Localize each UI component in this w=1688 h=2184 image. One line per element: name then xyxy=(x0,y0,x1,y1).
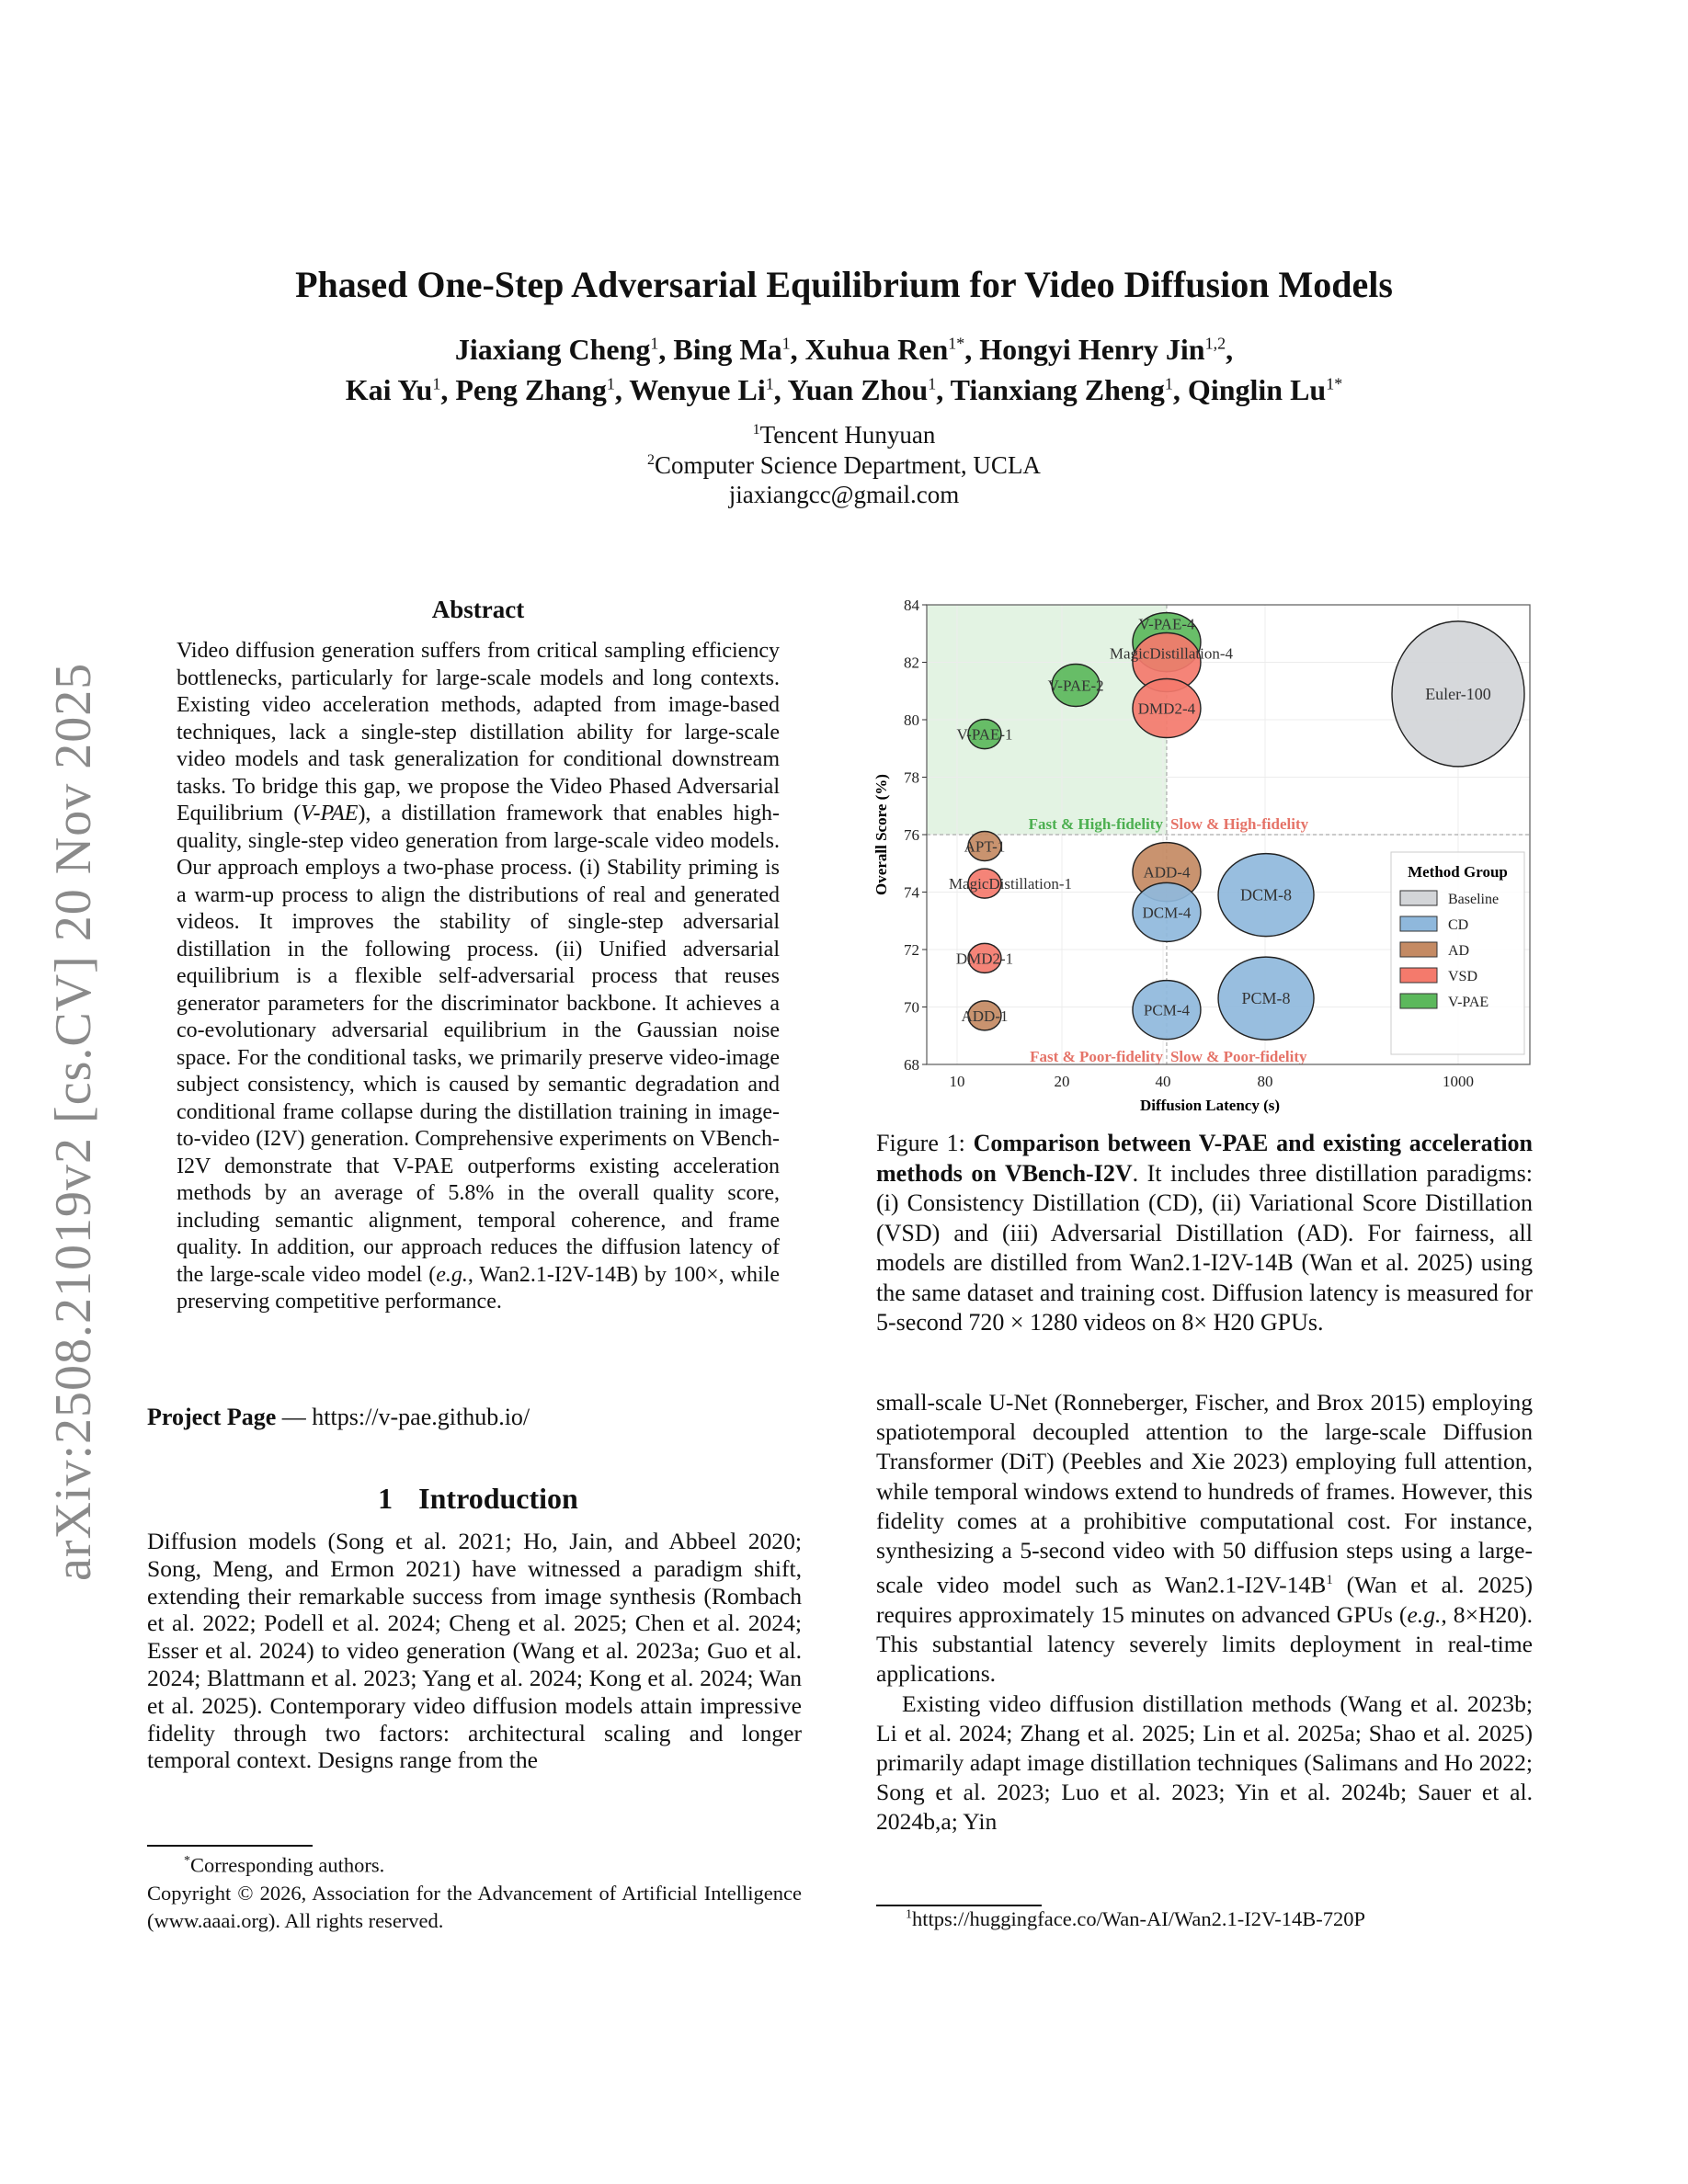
y-tick-label: 76 xyxy=(904,826,919,844)
author-name: Bing Ma xyxy=(673,333,782,366)
bubble-label: DCM-8 xyxy=(1240,885,1293,904)
author-separator: , xyxy=(658,333,674,366)
legend-swatch xyxy=(1400,994,1437,1008)
y-axis-label: Overall Score (%) xyxy=(873,774,890,895)
footnote-rule xyxy=(876,1905,1042,1906)
caption-bold: Comparison between V-PAE and existing acceleration methods on VBench-I2V xyxy=(876,1130,1534,1187)
legend-label: Baseline xyxy=(1448,892,1500,907)
author-affiliation-mark: 1* xyxy=(1326,374,1343,393)
affiliation-1 xyxy=(0,421,1688,449)
bubble-label: V-PAE-1 xyxy=(956,725,1013,744)
y-tick-label: 68 xyxy=(904,1056,919,1074)
legend-swatch xyxy=(1400,968,1437,983)
legend-entry-baseline xyxy=(1400,891,1499,907)
authors-line-2 xyxy=(0,373,1688,407)
quadrant-label-fast-poor: Fast & Poor-fidelity xyxy=(1030,1048,1163,1065)
caption-label: Figure 1: xyxy=(876,1130,974,1156)
abstract-body xyxy=(177,638,780,1316)
paragraph-text: small-scale U-Net (Ronneberger, Fischer, and Brox 2015) employing spatiotemporal decoupled attention to the large-scale Diffusion Transformer (DiT) (Peebles and Xie 2023) employing full attention, while temporal windows extend to hundreds of frames. However, this fidelity comes at a prohibitive computational cost. For instance, synthesizing a 5-second video with 50 diffusion steps using a large-scale video model such as Wan2.1-I2V-14B xyxy=(876,1389,1533,1598)
quadrant-label-slow-poor: Slow & Poor-fidelity xyxy=(1169,1048,1307,1065)
bubble-label: DMD2-1 xyxy=(955,950,1014,968)
legend-entry-cd xyxy=(1400,916,1468,933)
abstract-heading: Abstract xyxy=(431,596,525,623)
introduction-body xyxy=(147,1528,802,1774)
legend xyxy=(1391,852,1524,1054)
footnote-rule xyxy=(147,1845,313,1847)
section-heading-introduction xyxy=(147,1482,809,1516)
authors-line-1 xyxy=(0,333,1688,367)
author-name: Yuan Zhou xyxy=(787,373,929,406)
author-name: Wenyue Li xyxy=(629,373,766,406)
footnote-text: Corresponding authors. xyxy=(190,1853,385,1877)
author-affiliation-mark: 1 xyxy=(650,334,659,353)
abstract-text: Video diffusion generation suffers from critical sampling efficiency bottlenecks, particularly for large-scale models and long contexts. Existing video acceleration methods, adapted from image-based techniques, lack a single-step distillation ability for large-scale video models and task generalization for conditional downstream tasks. To bridge this gap, we propose the Video Phased Adversarial Equilibrium ( xyxy=(177,639,780,825)
y-tick-label: 74 xyxy=(904,883,919,902)
bubble-label: DCM-4 xyxy=(1142,904,1192,922)
x-axis-label: Diffusion Latency (s) xyxy=(1139,1097,1281,1114)
x-tick-label: 10 xyxy=(949,1073,965,1090)
x-tick-label: 80 xyxy=(1257,1073,1273,1090)
legend-label: V-PAE xyxy=(1448,995,1489,1010)
x-tick-label: 1000 xyxy=(1443,1073,1474,1090)
paragraph-text: , 8×H20). This substantial latency severely limits deployment in real-time applications. xyxy=(876,1600,1533,1688)
corresponding-footnote xyxy=(147,1848,802,1880)
author-name: Kai Yu xyxy=(345,373,433,406)
affiliation-text: Tencent Hunyuan xyxy=(759,421,936,449)
author-affiliation-mark: 1 xyxy=(606,374,615,393)
bubble-label: V-PAE-2 xyxy=(1047,677,1104,695)
abstract-italic: V-PAE xyxy=(301,802,359,825)
legend-label: VSD xyxy=(1448,969,1478,984)
author-affiliation-mark: 1,2 xyxy=(1204,334,1226,353)
author-affiliation-mark: 1 xyxy=(765,374,774,393)
y-tick-label: 72 xyxy=(904,941,919,959)
author-affiliation-mark: 1 xyxy=(781,334,791,353)
author-name: Qinglin Lu xyxy=(1187,373,1327,406)
figure-1-bubble-chart xyxy=(864,588,1545,1121)
project-page-dash: — xyxy=(276,1404,313,1430)
legend-swatch xyxy=(1400,942,1437,957)
copyright-notice: Copyright © 2026, Association for the Advancement of Artificial Intelligence (www.aaai.org). All rights reserved. xyxy=(147,1881,802,1932)
legend-swatch xyxy=(1400,891,1437,905)
author-separator: , xyxy=(790,333,805,366)
x-tick-label: 20 xyxy=(1054,1073,1070,1090)
author-separator: , xyxy=(1226,333,1234,366)
author-name: Tianxiang Zheng xyxy=(950,373,1165,406)
project-page xyxy=(147,1404,530,1431)
bubble-label: Euler-100 xyxy=(1425,684,1491,703)
author-name: Xuhua Ren xyxy=(804,333,949,366)
legend-label: AD xyxy=(1448,943,1470,959)
footnote-right xyxy=(906,1907,1365,1931)
right-column-body xyxy=(876,1388,1533,1837)
figure-1-caption xyxy=(876,1129,1533,1338)
bubble-label: ADD-4 xyxy=(1143,863,1191,882)
author-name: Peng Zhang xyxy=(455,373,607,406)
paragraph-text: (Wan et al. 2025) requires approximately 15 minutes on advanced GPUs ( xyxy=(876,1571,1533,1628)
caption-text: . It includes three distillation paradigms: (i) Consistency Distillation (CD), (ii) Variational Score Distillation (VSD) and (iii) Adversarial Distillation (AD). For fairness, all models are distilled from Wan2.1-I2V-14B (Wan et al. 2025) using the same dataset and training cost. Diffusion latency is measured for 5-second 720 × 1280 videos on 8× H20 GPUs. xyxy=(876,1159,1533,1336)
bubble-label: MagicDistillation-4 xyxy=(1109,644,1234,663)
footnote-mark: * xyxy=(184,1854,190,1868)
section-title: Introduction xyxy=(418,1482,578,1515)
author-name: Jiaxiang Cheng xyxy=(454,333,651,366)
bubble-label: V-PAE-4 xyxy=(1138,615,1195,633)
y-tick-label: 70 xyxy=(904,998,919,1017)
introduction-paragraph: Diffusion models (Song et al. 2021; Ho, Jain, and Abbeel 2020; Song, Meng, and Ermon 2021) have witnessed a paradigm shift, extending their remarkable success from image synthesis (Rombach et al. 2022; Podell et al. 2024; Cheng et al. 2025; Chen et al. 2024; Esser et al. 2024) to video generation (Wang et al. 2023a; Guo et al. 2024; Blattmann et al. 2023; Yang et al. 2024; Kong et al. 2024; Wan et al. 2025). Contemporary video diffusion models attain impressive fidelity through two factors: architectural scaling and longer temporal context. Designs range from the xyxy=(147,1528,802,1774)
arxiv-identifier: arXiv:2508.21019v2 [cs.CV] 20 Nov 2025 xyxy=(45,662,102,1581)
footnote-ref[interactable]: 1 xyxy=(1326,1573,1333,1588)
author-separator: , xyxy=(1172,373,1188,406)
bubble-label: MagicDistillation-1 xyxy=(948,875,1073,893)
author-separator: , xyxy=(773,373,788,406)
footnote-mark: 1 xyxy=(906,1907,912,1922)
affiliation-text: Computer Science Department, UCLA xyxy=(655,451,1041,479)
bubble-label: DMD2-4 xyxy=(1137,700,1196,718)
bubble-label: ADD-1 xyxy=(961,1007,1009,1025)
bubble-label: APT-1 xyxy=(964,837,1006,856)
abstract-text: ), a distillation framework that enables high-quality, single-step video generation from large-scale video models. Our approach employs a two-phase process. (i) Stability priming is a warm-up process to align the distributions of real and generated videos. It improves the stability of single-step adversarial distillation in the following process. (ii) Unified adversarial equilibrium is a flexible self-adversarial process that reuses generator parameters for the discriminator backbone. It achieves a co-evolutionary adversarial equilibrium in the Gaussian noise space. For the conditional tasks, we primarily preserve video-image subject consistency, which is caused by semantic degradation and conditional frame collapse during the distillation training in image-to-video (I2V) generation. Comprehensive experiments on VBench-I2V demonstrate that V-PAE outperforms existing acceleration methods by an average of 5.8% in the overall quality score, including semantic alignment, temporal coherence, and frame quality. In addition, our approach reduces the diffusion latency of the large-scale video model ( xyxy=(177,802,780,1287)
x-tick-label: 40 xyxy=(1155,1073,1171,1090)
affiliation-mark: 2 xyxy=(647,452,656,468)
footnotes-left xyxy=(147,1848,802,1935)
author-separator: , xyxy=(936,373,951,406)
abstract-italic: e.g. xyxy=(436,1262,468,1287)
quadrant-label-slow-high: Slow & High-fidelity xyxy=(1169,815,1309,833)
legend-label: CD xyxy=(1448,917,1469,933)
legend-entry-ad xyxy=(1400,942,1469,959)
affiliation-mark: 1 xyxy=(752,422,760,438)
affiliation-2 xyxy=(0,451,1688,480)
bubble-label: PCM-4 xyxy=(1143,1001,1190,1019)
author-affiliation-mark: 1* xyxy=(948,334,965,353)
paragraph-italic: e.g. xyxy=(1407,1600,1442,1628)
legend-title: Method Group xyxy=(1408,863,1508,881)
quadrant-label-fast-high: Fast & High-fidelity xyxy=(1028,815,1163,833)
y-tick-label: 80 xyxy=(904,711,919,729)
author-affiliation-mark: 1 xyxy=(432,374,441,393)
right-paragraph-2: Existing video diffusion distillation methods (Wang et al. 2023b; Li et al. 2024; Zhang et al. 2025; Lin et al. 2025a; Shao et al. 2025) primarily adapt image distillation techniques (Salimans and Ho 2022; Song et al. 2023; Luo et al. 2023; Yin et al. 2024b; Sauer et al. 2024b,a; Yin xyxy=(876,1689,1533,1836)
y-tick-label: 82 xyxy=(904,654,919,672)
author-affiliation-mark: 1 xyxy=(1164,374,1173,393)
author-separator: , xyxy=(614,373,630,406)
project-page-label: Project Page xyxy=(147,1404,277,1430)
section-number: 1 xyxy=(378,1482,393,1515)
author-affiliation-mark: 1 xyxy=(928,374,937,393)
bubble-label: PCM-8 xyxy=(1241,989,1291,1008)
y-tick-label: 84 xyxy=(904,597,919,614)
author-separator: , xyxy=(440,373,456,406)
y-tick-label: 78 xyxy=(904,768,919,787)
abstract-text: , Wan2.1-I2V-14B) by 100×, while preserving competitive performance. xyxy=(177,1262,780,1314)
paper-title: Phased One-Step Adversarial Equilibrium for Video Diffusion Models xyxy=(295,264,1393,305)
legend-swatch xyxy=(1400,916,1437,931)
project-page-link[interactable]: https://v-pae.github.io/ xyxy=(312,1404,530,1430)
author-name: Hongyi Henry Jin xyxy=(979,333,1205,366)
footnote-link[interactable]: https://huggingface.co/Wan-AI/Wan2.1-I2V-14B-720P xyxy=(912,1907,1365,1930)
email[interactable]: jiaxiangcc@gmail.com xyxy=(728,481,960,508)
author-separator: , xyxy=(964,333,980,366)
right-paragraph-1 xyxy=(876,1388,1533,1689)
